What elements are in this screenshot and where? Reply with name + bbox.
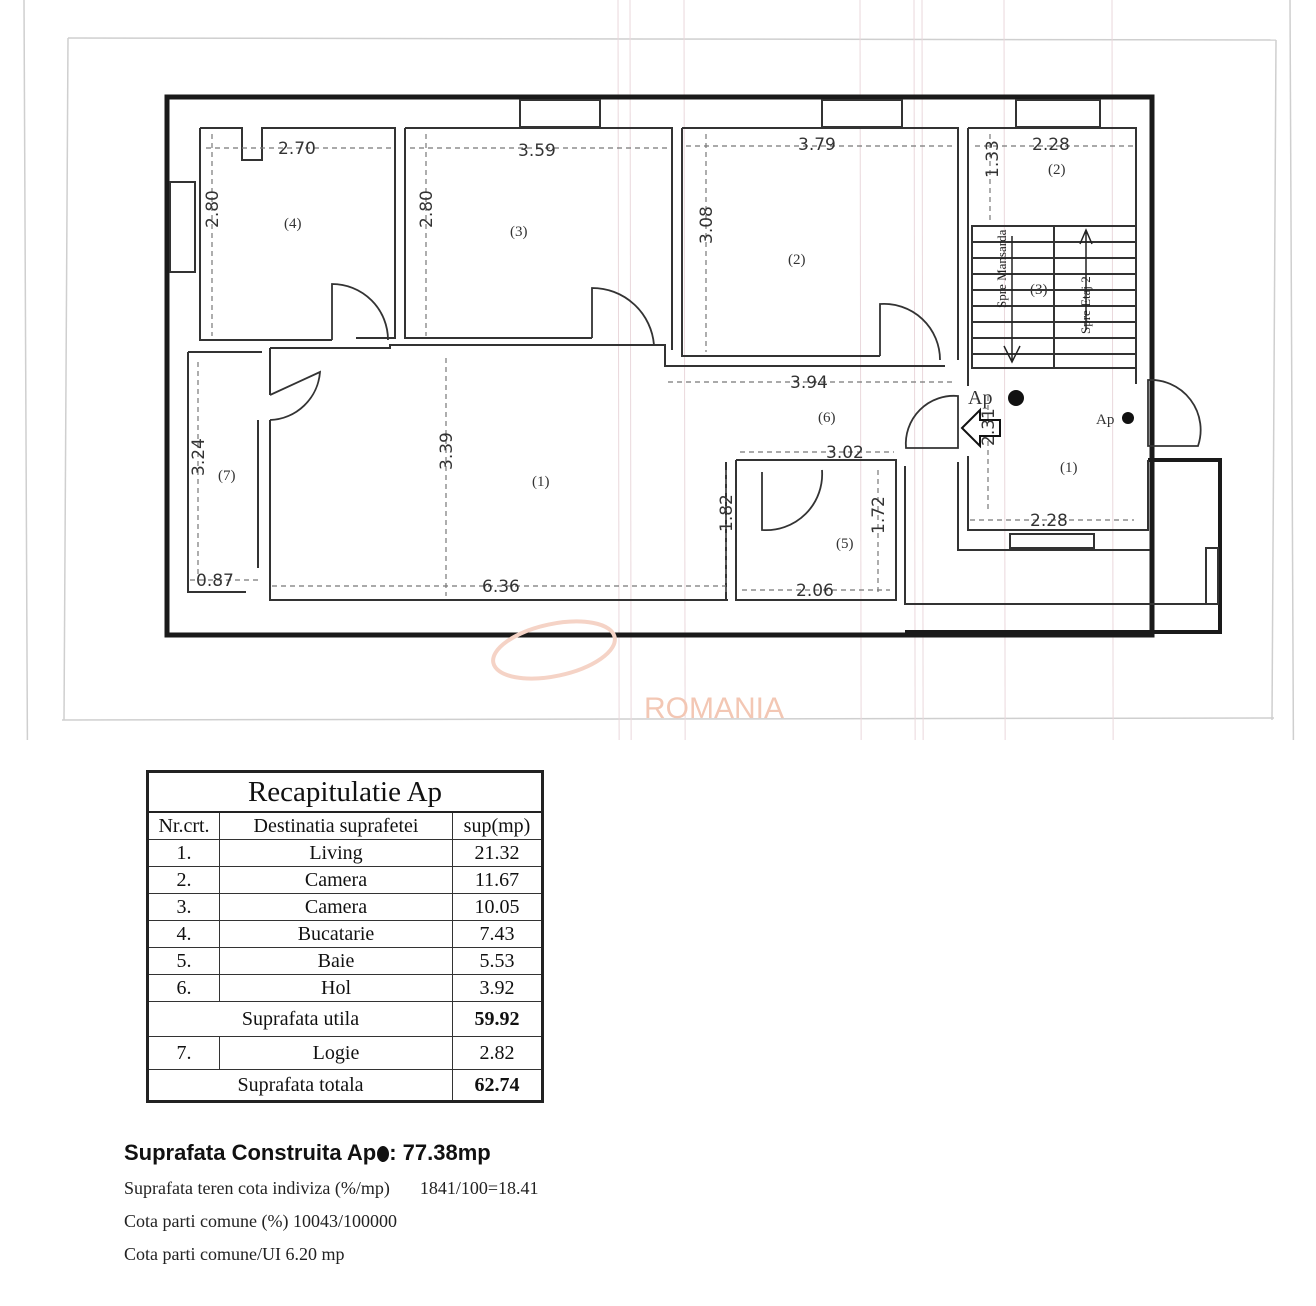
common-share-percent-value: 10043/100000 [292, 1211, 397, 1231]
row-nr: 7. [148, 1037, 220, 1070]
redaction-mark [1008, 390, 1024, 406]
dimension-label: 1.82 [717, 494, 737, 532]
stair-label-mansarda: Spre Mansarda [994, 229, 1009, 308]
row-area: 5.53 [453, 948, 543, 975]
header-nr: Nr.crt. [148, 812, 220, 840]
built-area-label: Suprafata Construita Ap [124, 1140, 377, 1165]
stair-label-etaj2: Spre Etaj 2 [1078, 276, 1093, 334]
useful-area-value: 59.92 [453, 1002, 543, 1037]
watermark-logo [488, 612, 620, 689]
watermark-text: ROMANIA [644, 692, 785, 725]
total-area-row [148, 1070, 543, 1102]
apartment-label: Ap [968, 387, 993, 409]
room-label: (5) [836, 536, 854, 552]
land-share-value: 1841/100=18.41 [419, 1178, 539, 1198]
scan-edges [24, 0, 1296, 740]
dimension-label: 2.31 [979, 408, 999, 446]
dimension-label: 2.28 [1032, 135, 1070, 155]
total-area-value: 62.74 [453, 1070, 543, 1102]
dimension-label: 2.06 [796, 581, 834, 601]
dimension-lines [190, 134, 1134, 596]
recap-table [146, 770, 544, 1103]
row-area: 21.32 [453, 840, 543, 867]
row-name: Hol [220, 975, 453, 1002]
row-name: Living [220, 840, 453, 867]
dimension-label: 3.02 [826, 443, 864, 463]
dimension-label: 3.59 [518, 141, 556, 161]
room-label: (1) [532, 474, 550, 490]
room-label: (3) [1030, 282, 1048, 298]
dimension-label: 1.33 [983, 140, 1003, 178]
row-name: Baie [220, 948, 453, 975]
dimension-label: 2.80 [417, 190, 437, 228]
row-name: Bucatarie [220, 921, 453, 948]
common-share-ui-line [124, 1244, 724, 1265]
recap-title: Recapitulatie Ap [148, 772, 543, 813]
table-row [148, 867, 543, 894]
recap-title-row [148, 772, 543, 813]
row-area: 10.05 [453, 894, 543, 921]
room-label: (1) [1060, 460, 1078, 476]
row-nr: 2. [148, 867, 220, 894]
recap-header-row [148, 812, 543, 840]
dimension-label: 3.24 [189, 438, 209, 476]
redaction-mark [1122, 412, 1134, 424]
row-area: 7.43 [453, 921, 543, 948]
footer-info [124, 1140, 724, 1277]
table-row [148, 894, 543, 921]
dimension-label: 0.87 [196, 571, 234, 591]
apartment-label: Ap [1096, 412, 1115, 428]
common-share-percent-line [124, 1211, 724, 1232]
useful-area-label: Suprafata utila [148, 1002, 453, 1037]
row-name: Camera [220, 894, 453, 921]
dimension-label: 2.70 [278, 139, 316, 159]
header-destination: Destinatia suprafetei [220, 812, 453, 840]
land-share-label: Suprafata teren cota indiviza (%/mp) [124, 1178, 390, 1198]
room-label: (2) [788, 252, 806, 268]
dimension-label: 3.94 [790, 373, 828, 393]
dimension-label: 2.80 [203, 190, 223, 228]
table-row [148, 840, 543, 867]
header-area: sup(mp) [453, 812, 543, 840]
dimension-label: 3.79 [798, 135, 836, 155]
row-nr: 4. [148, 921, 220, 948]
row-area: 3.92 [453, 975, 543, 1002]
dimension-label: 3.39 [437, 432, 457, 470]
dimension-label: 6.36 [482, 577, 520, 597]
row-nr: 6. [148, 975, 220, 1002]
built-area [124, 1140, 724, 1166]
table-row [148, 1037, 543, 1070]
row-name: Camera [220, 867, 453, 894]
land-share-line [124, 1178, 724, 1199]
row-area: 11.67 [453, 867, 543, 894]
dimension-label: 3.08 [697, 206, 717, 244]
row-nr: 1. [148, 840, 220, 867]
room-label: (3) [510, 224, 528, 240]
useful-area-row [148, 1002, 543, 1037]
table-row [148, 948, 543, 975]
dimension-label: 2.28 [1030, 511, 1068, 531]
table-row [148, 975, 543, 1002]
row-name: Logie [220, 1037, 453, 1070]
dimension-label: 1.72 [869, 496, 889, 534]
room-label: (6) [818, 410, 836, 426]
room-label: (2) [1048, 162, 1066, 178]
room-label: (7) [218, 468, 236, 484]
common-share-ui-value: 6.20 mp [285, 1244, 345, 1264]
row-nr: 3. [148, 894, 220, 921]
row-area: 2.82 [453, 1037, 543, 1070]
table-row [148, 921, 543, 948]
common-share-ui-label: Cota parti comune/UI [124, 1244, 281, 1264]
total-area-label: Suprafata totala [148, 1070, 453, 1102]
built-area-value: : 77.38mp [389, 1140, 491, 1165]
row-nr: 5. [148, 948, 220, 975]
room-label: (4) [284, 216, 302, 232]
redaction-mark [377, 1146, 389, 1162]
common-share-percent-label: Cota parti comune (%) [124, 1211, 289, 1231]
